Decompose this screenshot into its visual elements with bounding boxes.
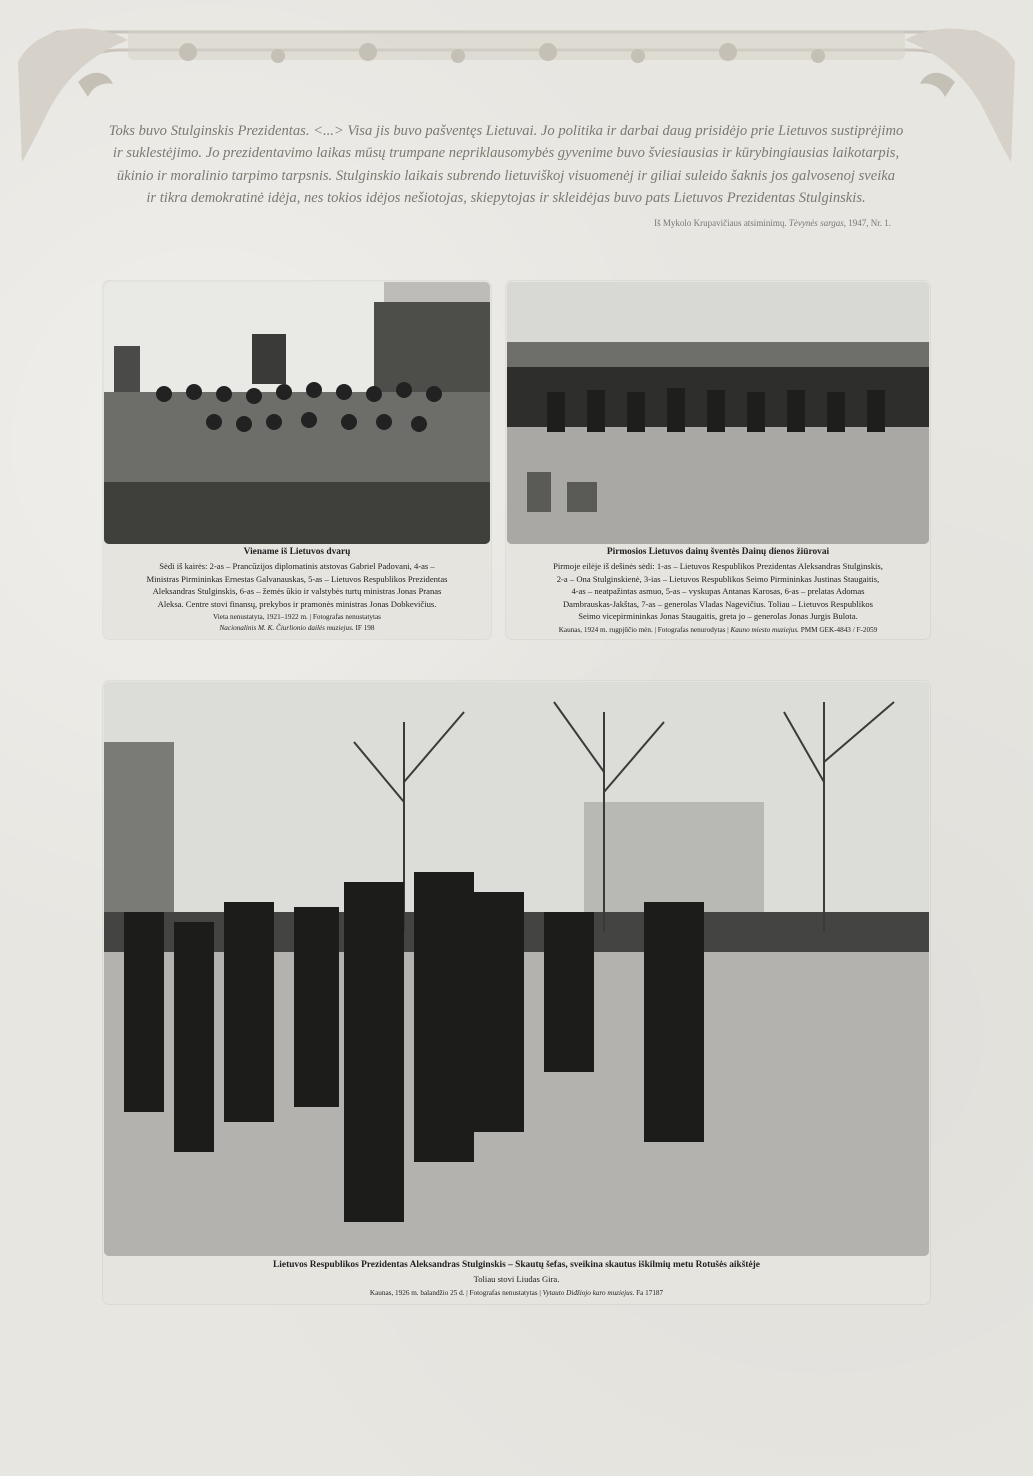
caption-line: Dambrauskas-Jakštas, 7-as – generolas Vladas Nagevičius. Toliau – Lietuvos Respublikos bbox=[562, 598, 874, 609]
photo-manor-group bbox=[104, 282, 490, 544]
quote-line: Toks buvo Stulginskis Prezidentas. <...> Visa jis buvo pašventęs Lietuvai. Jo politika ir darbai daug prisidėjo prie Lietuvos sustiprėjimo bbox=[108, 123, 904, 139]
quote-source-title: Tėvynės sargas bbox=[788, 218, 844, 228]
photo-card-manor bbox=[103, 281, 491, 639]
photo-president-greets-scouts bbox=[104, 682, 929, 1256]
quote-line: ūkinio ir moralinio tarpimo tarpsnis. Stulginskio laikais subrendo lietuviškoj visuomenėj ir giliai suleido šaknis jos galvosenoj sveika bbox=[116, 167, 896, 184]
caption-line: Seimo vicepirmininkas Jonas Staugaitis, greta jo – generolas Jonas Jurgis Bulota. bbox=[578, 611, 858, 622]
caption-meta bbox=[107, 1288, 926, 1299]
quote-source bbox=[654, 218, 891, 228]
caption-title: Pirmosios Lietuvos dainų šventės Dainų dienos žiūrovai bbox=[606, 547, 830, 557]
caption-body bbox=[109, 560, 485, 610]
caption-id: IF 198 bbox=[353, 624, 375, 633]
caption-line: Aleksandras Stulginskis, 6-as – žemės ūkio ir valstybės turtų ministras Jonas Pranas bbox=[152, 586, 442, 597]
caption-manor bbox=[109, 547, 485, 634]
caption-title: Lietuvos Respublikos Prezidentas Aleksandras Stulginskis – Skautų šefas, sveikina skautus iškilmių metu Rotušės aikštėje bbox=[273, 1260, 760, 1270]
caption-meta-prefix: Kaunas, 1926 m. balandžio 25 d. | Fotografas nenustatytas | bbox=[369, 1288, 543, 1297]
photo-song-festival-audience bbox=[507, 282, 929, 544]
caption-body bbox=[107, 1273, 926, 1286]
caption-meta bbox=[510, 625, 926, 636]
caption-museum: Nacionalinis M. K. Čiurlionio dailės muziejus. bbox=[219, 624, 354, 633]
caption-scouts bbox=[107, 1260, 926, 1299]
caption-line: 4-as – neatpažintas asmuo, 5-as – vyskupas Antanas Karosas, 6-as – prelatas Adomas bbox=[571, 586, 865, 597]
caption-line: Pirmoje eilėje iš dešinės sėdi: 1-as – Lietuvos Respublikos Prezidentas Aleksandras Stulginskis, bbox=[553, 561, 883, 571]
caption-line: Toliau stovi Liudas Gira. bbox=[473, 1274, 560, 1284]
caption-line: 2-a – Ona Stulginskienė, 3-ias – Lietuvos Respublikos Seimo Pirmininkas Justinas Staugaitis, bbox=[556, 573, 880, 584]
caption-title: Viename iš Lietuvos dvarų bbox=[243, 547, 351, 557]
quote-source-suffix: , 1947, Nr. 1. bbox=[843, 218, 891, 228]
caption-id: PMM GEK-4843 / F-2059 bbox=[798, 625, 878, 634]
caption-line: Sėdi iš kairės: 2-as – Prancūzijos diplomatinis atstovas Gabriel Padovani, 4-as – bbox=[159, 561, 435, 571]
photo-card-song-festival bbox=[506, 281, 930, 639]
caption-meta-prefix: Kaunas, 1924 m. rugpjūčio mėn. | Fotografas nenurodytas | bbox=[558, 625, 731, 634]
caption-meta bbox=[109, 612, 485, 634]
quote-source-prefix: Iš Mykolo Krupavičiaus atsiminimų. bbox=[654, 218, 787, 228]
caption-body bbox=[510, 560, 926, 623]
caption-line: Aleksa. Centre stovi finansų, prekybos ir pramonės ministras Jonas Dobkevičius. bbox=[157, 598, 437, 609]
caption-museum: Kauno miesto muziejus. bbox=[730, 625, 799, 634]
caption-meta-line: Vieta nenustatyta, 1921–1922 m. | Fotografas nenustatytas bbox=[213, 613, 381, 622]
caption-museum: Vytauto Didžiojo karo muziejus. bbox=[542, 1288, 635, 1297]
caption-line: Ministras Pirmininkas Ernestas Galvanauskas, 5-as – Lietuvos Respublikos Prezidentas bbox=[146, 573, 448, 584]
caption-id: Fa 17187 bbox=[634, 1288, 664, 1297]
quote-text bbox=[100, 120, 912, 210]
photo-card-scouts bbox=[103, 681, 930, 1304]
quote-line: ir tikra demokratinė idėja, nes tokios idėjos nešiotojas, skiepytojas ir skleidėjas buvo pats Lietuvos Prezidentas Stulginskis. bbox=[146, 190, 866, 207]
caption-song-festival bbox=[510, 547, 926, 636]
quote-line: ir suklestėjimo. Jo prezidentavimo laikas mūsų trumpane nepriklausomybės gyvenime buvo šviesiausias ir kūrybingiausias laikotarpis, bbox=[112, 145, 900, 162]
